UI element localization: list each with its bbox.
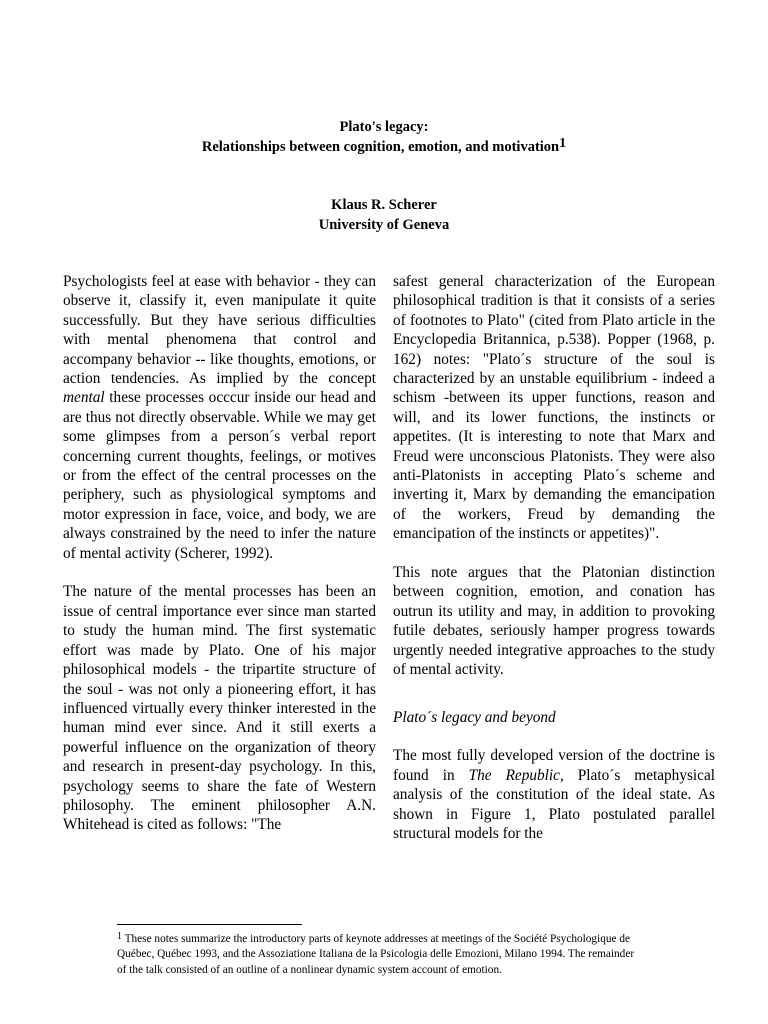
footnote — [117, 932, 637, 978]
footnote-number: 1 — [117, 931, 122, 942]
paragraph-text: , Plato´s metaphysical analysis of the constitution of the ideal state. As shown in Figure 1, Plato postulated parallel structural models for the — [393, 766, 715, 842]
author-affiliation: University of Geneva — [318, 217, 450, 233]
footnote-marker: 1 — [559, 136, 567, 151]
right-column — [393, 272, 715, 863]
subtitle-text: Relationships between cognition, emotion, and motivation — [201, 139, 560, 155]
paper-subtitle — [0, 137, 768, 157]
emphasis-text: The Republic — [468, 766, 560, 784]
paragraph: safest general characterization of the European philosophical tradition is that it consists of a series of footnotes to Plato" (cited from Plato article in the Encyclopedia Britannica, p.538). Popper (1968, p. 162) notes: "Plato´s structure of the soul is characterized by an unstable equilibrium - indeed a schism -between its upper functions, reason and will, and its lower functions, the instincts or appetites. (It is interesting to note that Marx and Freud were unconscious Platonists. They were also anti-Platonists in accepting Plato´s scheme and inverting it, Marx by demanding the emancipation of the workers, Freud by demanding the emancipation of the instincts or appetites)". — [393, 273, 715, 543]
paragraph-text: Psychologists feel at ease with behavior - they can observe it, classify it, even manipulate it quite successfully. But they have serious difficulties with mental phenomena that control and accompany behavior -- like thoughts, emotions, or action tendencies. As implied by the concept — [63, 273, 376, 388]
paragraph-text: The most fully developed version of the doctrine is found in — [393, 747, 715, 784]
emphasis-text: mental — [63, 389, 105, 407]
paragraph-text: these processes occcur inside our head and are thus not directly observable. While we may get some glimpses from a person´s verbal report concerning current thoughts, feelings, or motives or from the effect of the central processes on the periphery, such as physiological symptoms and motor expression in face, voice, and body, we are always constrained by the need to infer the nature of mental activity (Scherer, 1992). — [63, 389, 376, 562]
footnote-text: These notes summarize the introductory parts of keynote addresses at meetings of the Société Psychologique de Québec, Québec 1993, and the Assoziatione Italiana de la Psicologia delle Emozioni, Milano 1994. The remainder of the talk consisted of an outline of a nonlinear dynamic system account of emotion. — [117, 933, 635, 976]
paragraph — [63, 272, 376, 563]
footnote-divider — [117, 924, 302, 925]
author-name: Klaus R. Scherer — [331, 197, 437, 213]
left-column — [63, 272, 376, 854]
paragraph: The nature of the mental processes has been an issue of central importance ever since man started to study the human mind. The first systematic effort was made by Plato. One of his major philosophical models - the tripartite structure of the soul - was not only a pioneering effort, it has influenced virtually every thinker interested in the human mind ever since. And it still exerts a powerful influence on the organization of theory and research in present-day psychology. In this, psychology seems to share the fate of Western philosophy. The eminent philosopher A.N. Whitehead is cited as follows: "The — [63, 583, 376, 834]
paragraph — [393, 746, 715, 843]
paragraph: This note argues that the Platonian distinction between cognition, emotion, and conation has outrun its utility and may, in addition to provoking futile debates, seriously hamper progress towards urgently needed integrative approaches to the study of mental activity. — [393, 564, 715, 679]
section-heading: Plato´s legacy and beyond — [393, 708, 556, 726]
paper-title: Plato's legacy: — [339, 119, 429, 135]
